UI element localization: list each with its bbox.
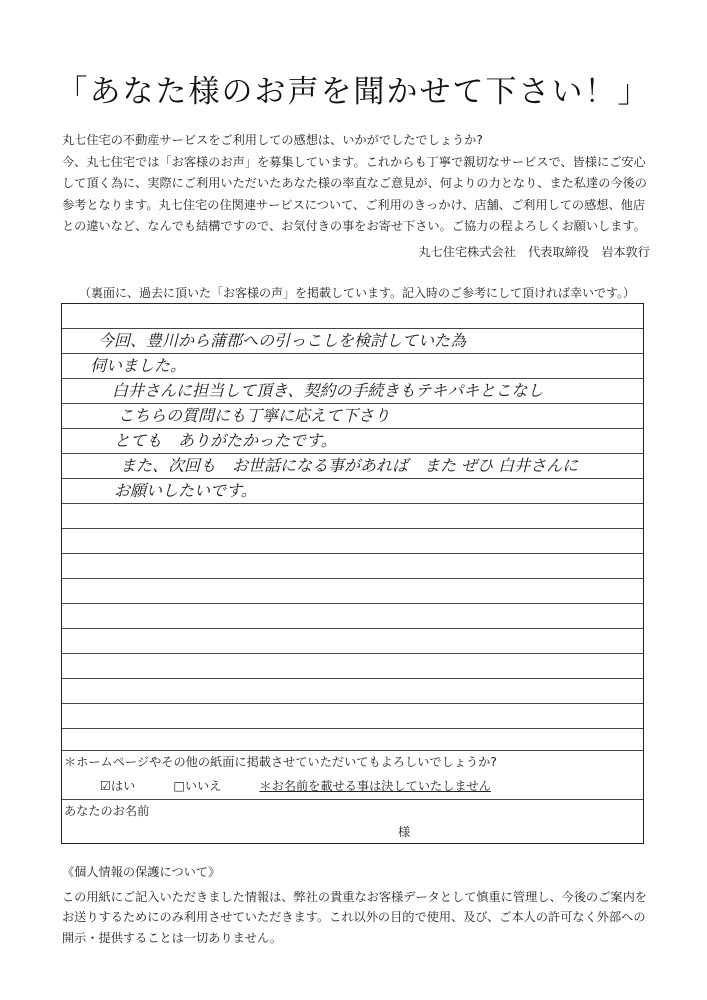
option-no-checkbox[interactable]: □いいえ (173, 779, 222, 793)
ruled-line (62, 553, 643, 554)
name-field-label: あなたのお名前 (64, 804, 150, 818)
handwritten-line: 伺いました。 (90, 356, 187, 375)
honorific-suffix: 様 (398, 825, 411, 839)
handwritten-line: とても ありがたかったです。 (114, 431, 337, 450)
ruled-line (62, 628, 643, 629)
ruled-line (62, 528, 643, 529)
intro-line: 参考となります。丸七住宅の住関連サービスについて、ご利用のきっかけ、店舗、ご利用しての感想、他店 (62, 197, 646, 212)
privacy-heading: 《個人情報の保護について》 (62, 865, 221, 879)
intro-line: 丸七住宅の不動産サービスをご利用しての感想は、いかがでしたでしょうか? (62, 133, 483, 147)
intro-line: 今、丸七住宅では「お客様のお声」を募集しています。これからも丁寧で親切なサービスで、皆様にご安心 (62, 154, 646, 169)
ruled-line (62, 703, 643, 704)
feedback-form-box (61, 303, 644, 844)
intro-text (62, 130, 652, 238)
company-signature: 丸七住宅株式会社 代表取締役 岩本敦行 (418, 245, 650, 259)
page-title: 「あなた様のお声を聞かせて下さい！」 (56, 74, 651, 110)
privacy-line: この用紙にご記入いただきました情報は、弊社の貴重なお客様データとして慎重に管理し、今後のご案内を (62, 889, 647, 904)
handwritten-line: 今回、豊川から蒲郡への引っこしを検討していた為 (98, 331, 467, 350)
privacy-line: 開示・提供することは一切ありません。 (62, 930, 283, 945)
ruled-line (62, 799, 643, 800)
ruled-line (62, 603, 643, 604)
privacy-section (62, 862, 662, 948)
consent-options (100, 777, 491, 794)
name-privacy-promise: ＊お名前を載せる事は決していたしません (259, 779, 491, 793)
reference-note: （裏面に、過去に頂いた「お客様の声」を掲載しています。記入時のご参考にして頂ければ幸いです。） (78, 286, 636, 300)
ruled-line (62, 578, 643, 579)
option-yes-checkbox[interactable]: ☑はい (100, 779, 136, 793)
handwritten-line: また、次回も お世話になる事があれば また ぜひ 白井さんに (120, 456, 579, 475)
ruled-line (62, 653, 643, 654)
ruled-line (62, 503, 643, 504)
handwritten-feedback (90, 328, 630, 503)
handwritten-line: 白井さんに担当して頂き、契約の手続きもテキパキとこなし (112, 381, 544, 400)
ruled-line (62, 728, 643, 729)
intro-line: との違いなど、なんでも結構ですので、お気付きの事をお寄せ下さい。ご協力の程よろしくお願いします。 (62, 219, 646, 234)
privacy-line: お送りするためにのみ利用させていただきます。これ以外の目的で使用、及び、ご本人の許可なく外部への (62, 910, 646, 924)
consent-question: ＊ホームページやその他の紙面に掲載させていただいてもよろしいでしょうか? (64, 755, 497, 769)
intro-line: して頂く為に、実際にご利用いただいたあなた様の率直なご意見が、何よりの力となり、また私達の今後の (62, 176, 647, 191)
handwritten-line: お願いしたいです。 (114, 481, 257, 500)
ruled-line (62, 750, 643, 751)
handwritten-line: こちらの質問にも丁寧に応えて下さり (118, 406, 391, 425)
ruled-line (62, 678, 643, 679)
